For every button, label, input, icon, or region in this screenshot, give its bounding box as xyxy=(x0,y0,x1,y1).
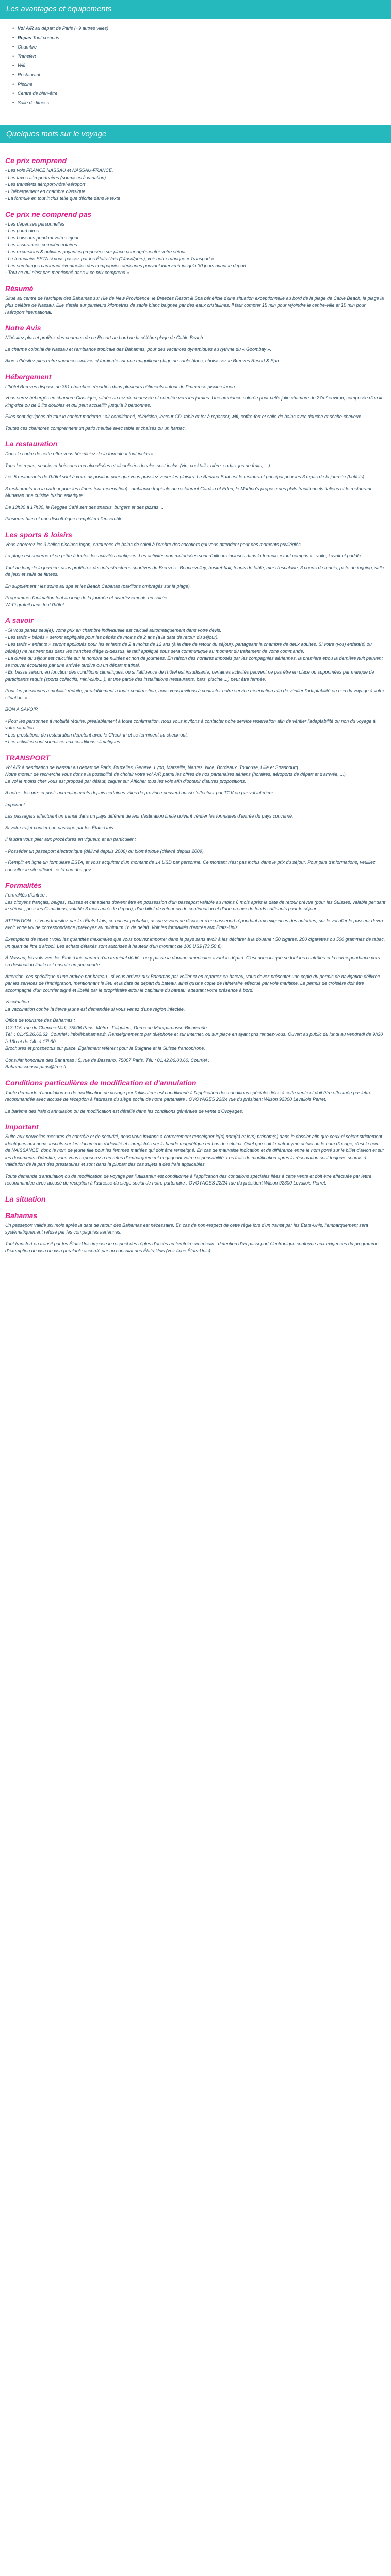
amenity-text: Salle de fitness xyxy=(18,100,50,105)
section-paragraph: Il faudra vous plier aux procédures en vigueur, et en particulier : xyxy=(5,837,136,842)
info-content xyxy=(0,143,391,1270)
section xyxy=(5,1194,386,1204)
section-title: TRANSPORT xyxy=(5,753,50,762)
section-title: La situation xyxy=(5,1194,46,1203)
amenity-item xyxy=(12,70,391,79)
amenities-title: Les avantages et équipements xyxy=(0,0,391,19)
section-paragraph: A noter : les pré- et post- acheminements depuis certaines villes de province peuvent aussi s'effectuer par TGV ou par vol intérieur. xyxy=(5,790,274,795)
amenity-text: Piscine xyxy=(18,82,33,87)
section-title: Notre Avis xyxy=(5,324,41,332)
amenity-text: au départ de Paris (+9 autres villes) xyxy=(34,26,109,31)
section xyxy=(5,284,386,316)
section-paragraph: Plusieurs bars et une discothèque complètent l'ensemble. xyxy=(5,516,124,521)
section-paragraph: La plage est superbe et se prête à toutes les activités nautiques. Les activités non motorisées sont d'ailleurs incluses dans la formule « tout compris » : voile, kayak et paddle. xyxy=(5,553,363,558)
section-paragraph: - Les vols FRANCE NASSAU et NASSAU-FRANCE, - Les taxes aéroportuaires (soumises à variation) - Les transferts aéroport-hôtel-aéroport - L'hébergement en chambre classique - La formule en tout inclus telle que décrite dans le texte xyxy=(5,168,121,201)
amenity-item xyxy=(12,79,391,89)
amenity-item xyxy=(12,24,391,33)
section-paragraph: Suite aux nouvelles mesures de contrôle et de sécurité, nous vous invitons à correctement renseigner le(s) nom(s) et le(s) prénom(s) dans le dossier afin que ceux-ci soient strictement identiques aux noms inscrits sur les documents d'identité et enregistrés sur la bande magnétique en bas de celui-ci. Quel que soit le patronyme actuel ou le nom d'usage, c'est le nom de NAISSANCE, donc le nom de jeune fille pour les femmes mariées qui doit être renseigné. En cas de mauvaise indication et de différence entre le nom porté sur le billet d'avion et sur les documents d'identité, vous vous exposerez à un refus d'embarquement engageant votre responsabilité. Les frais de modification après la réservation sont toujours soumis à validation de la part des prestataires et sont dans la plupart des cas sujets à des frais applicables. xyxy=(5,1134,384,1167)
amenity-text: Tout compris xyxy=(31,35,59,40)
section-title: Les sports & loisirs xyxy=(5,530,72,539)
section-paragraph: 3 restaurants « à la carte » pour les dîners (sur réservation) : ambiance tropicale au restaurant Garden of Eden, le Martino's propose des plats traditionnels italiens et le restaurant Munasan une cuisine fusion asiatique. xyxy=(5,486,372,498)
section-paragraph: Pour les personnes à mobilité réduite, préalablement à toute confirmation, nous vous invitons à contacter notre service réservation afin de vérifier l'adaptabilité ou non du voyage à votre situation. » xyxy=(5,688,384,700)
section xyxy=(5,881,386,1071)
section-paragraph: Les passagers effectuant un transit dans un pays différent de leur destination finale doivent vérifier les formalités d'entrée du pays concerné. xyxy=(5,813,294,819)
section-paragraph: ATTENTION : si vous transitez par les États-Unis, ce qui est probable, assurez-vous de disposer d'un passeport répondant aux exigences des autorités, sur le vol aller le passeur devra avoir votre vol de correspondance (prévoyez au minimum 1h de délai). Voir les formalités d'entrée aux États-Unis. xyxy=(5,918,383,930)
section-paragraph: - Remplir en ligne un formulaire ESTA, et vous acquitter d'un montant de 14 USD par personne. Ce montant n'est pas inclus dans le prix du séjour. Pour plus d'informations, veuillez consulter le site officiel : esta.cbp.dhs.gov. xyxy=(5,860,376,872)
section-paragraph: Alors n'hésitez plus entre vacances actives et farniente sur une magnifique plage de sable blanc, choisissez le Breezes Resort & Spa. xyxy=(5,358,281,363)
section xyxy=(5,372,386,433)
section-paragraph: L'hôtel Breezes dispose de 391 chambres réparties dans plusieurs bâtiments autour de l'immense piscine lagon. xyxy=(5,383,236,389)
section-paragraph: Tout transfert ou transit par les États-Unis impose le respect des règles d'accès au territoire américain : détention d'un passeport électronique conforme aux exigences du programme d'exemption de visa ou visa préalable accordé par un consulat des États-Unis (voir fiche États-Unis). xyxy=(5,1241,379,1253)
section-paragraph: Situé au centre de l'archipel des Bahamas sur l'île de New Providence, le Breezes Resort & Spa bénéficie d'une situation exceptionnelle au bord de la plage de Cable Beach, la plage la plus célèbre de Nassau. Elle s'étale sur plusieurs kilomètres de sable blanc baignée par des eaux cristallines. Il faut compter 15 min pour rejoindre le centre-ville et 10 min pour l'aéroport international. xyxy=(5,295,384,315)
section-paragraph: Toute demande d'annulation ou de modification de voyage par l'utilisateur est conditionné à l'application des conditions spéciales liées à cette vente et doit être effectuée par lettre recommandée avec accusé de réception à l'adresse du siège social de notre partenaire : OVOYAGES 22/24 rue du président Wilson 92300 Levallois Perret. xyxy=(5,1090,372,1102)
page xyxy=(0,0,391,1270)
section-paragraph: Tous les repas, snacks et boissons non alcoolisées et alcoolisées locales sont inclus (vin, cocktails, bière, sodas, jus de fruits, ...) xyxy=(5,462,270,468)
section-paragraph: Office de tourisme des Bahamas : 113-115, rue du Cherche-Midi, 75006 Paris. Métro : Falguière, Duroc ou Montparnasse-Bienvenüe. Tél. : 01.45.26.62.62. Courriel : info@bahamas.fr. Renseignements par téléphone et sur Internet, ou sur place en ayant pris rendez-vous. Ouvert au public du lundi au vendredi de 9h30 à 13h et de 14h à 17h30. Brochures et prospectus sur place. Également référent pour la Bulgarie et la Suisse francophone. xyxy=(5,1018,383,1051)
section-paragraph: Vaccination La vaccination contre la fièvre jaune est demandée si vous venez d'une région infectée. xyxy=(5,999,185,1012)
section xyxy=(5,530,386,609)
amenity-item xyxy=(12,42,391,52)
section-paragraph: Consulat honoraire des Bahamas : 5, rue de Bassano, 75007 Paris. Tél. : 01.42.86.03.60. Courriel : Bahamasconsul.paris@free.fr. xyxy=(5,1057,210,1069)
section xyxy=(5,753,386,874)
section-paragraph: Exemptions de taxes : voici les quantités maximales que vous pouvez importer dans le pays sans avoir à les déclarer à la douane : 50 cigares, 200 cigarettes ou 500 grammes de tabac, un quart de litre d'alcool. Les achats détaxés sont autorisés à hauteur d'un montant de 100 US$ (73,50 €). xyxy=(5,936,385,949)
amenity-item xyxy=(12,33,391,42)
section-title: Résumé xyxy=(5,284,34,293)
section-paragraph: Vous serez hébergés en chambre Classique, située au rez-de-chaussée et orientée vers les jardins. Une ambiance colorée pour cette jolie chambre de 27m² environ, composée d'un lit king-size ou de 2 lits doubles et qui peut accueillir jusqu'à 3 personnes. xyxy=(5,395,383,408)
amenity-text: Centre de bien-être xyxy=(18,91,58,96)
section-paragraph: N'hésitez plus et profitez des charmes de ce Resort au bord de la célèbre plage de Cable Beach. xyxy=(5,335,204,340)
section-paragraph: Toutes ces chambres comprennent un patio meublé avec table et chaises ou un hamac. xyxy=(5,425,186,431)
amenity-item xyxy=(12,52,391,61)
section-paragraph: Les 5 restaurants de l'hôtel sont à votre disposition pour que vous puissiez varier les plaisirs. Le Banana Boat est le restaurant principal pour les 3 repas de la journée (buffets). xyxy=(5,474,366,479)
amenity-item xyxy=(12,61,391,70)
section xyxy=(5,156,386,202)
section xyxy=(5,1078,386,1115)
section-paragraph: Le charme colonial de Nassau et l'ambiance tropicale des Bahamas, pour des vacances dynamiques au rythme du « Goombay ». xyxy=(5,346,272,352)
section-title: La restauration xyxy=(5,440,58,448)
section-paragraph: Le barème des frais d'annulation ou de modification est détaillé dans les conditions générales de vente d'Ovoyages. xyxy=(5,1108,243,1114)
section-paragraph: À Nassau, les vols vers les États-Unis partent d'un terminal dédié : on y passe la douane américaine avant le départ. C'est donc ici que se font les contrôles et la correspondance vers sa destination finale est ensuite un peu courte. xyxy=(5,955,380,967)
section-paragraph: Programme d'animation tout au long de la journée et divertissements en soirée. Wi-Fi gratuit dans tout l'hôtel xyxy=(5,595,169,607)
amenity-text: Restaurant xyxy=(18,72,41,77)
section xyxy=(5,1211,386,1255)
section-paragraph: - Posséder un passeport électronique (délivré depuis 2006) ou biométrique (délivré depuis 2009) xyxy=(5,848,204,854)
section-paragraph: BON A SAVOIR xyxy=(5,707,38,712)
section-title: Ce prix ne comprend pas xyxy=(5,210,92,218)
section-paragraph: • Pour les personnes à mobilité réduite, préalablement à toute confirmation, nous vous invitons à contacter notre service réservation afin de vérifier l'adaptabilité ou non du voyage à votre situation. • Les prestations de restauration débutent avec le Check-in et se terminent au check-out. • Les activités sont soumises aux conditions climatiques xyxy=(5,718,376,744)
section-title: Important xyxy=(5,1123,39,1131)
amenities-list xyxy=(0,19,391,115)
section xyxy=(5,1122,386,1187)
section-paragraph: Toute demande d'annulation ou de modification de voyage par l'utilisateur est conditionné à l'application des conditions spéciales liées à cette vente et doit être effectuée par lettre recommandée avec accusé de réception à l'adresse du siège social de notre partenaire : OVOYAGES 22/24 rue du président Wilson 92300 Levallois Perret. xyxy=(5,1173,372,1186)
section-paragraph: Dans le cadre de cette offre vous bénéficiez de la formule « tout inclus » : xyxy=(5,451,156,456)
section-paragraph: - Si vous partez seul(e), votre prix en chambre individuelle est calculé automatiquement dans votre devis. - Les tarifs « bébés » seront appliqués pour les bébés de moins de 2 ans (à la date de retour du séjour). - Les tarifs « enfants » seront appliqués pour les enfants de 2 à moins de 12 ans (à la date de retour du séjour), partageant la chambre de deux adultes. Si votre (vos) enfant(s) ou bébé(s) ne rentrent pas dans les tranches d'âge ci-dessus, le tarif appliqué sous sera communiqué au moment du traitement de votre commande. - La durée du séjour est calculée sur le nombre de nuitées et non de journées. En raison des horaires imposés par les compagnies aériennes, la première et/ou la dernière nuit peuvent se trouver écourtées par une arrivée tardive ou un départ matinal. - En basse saison, en fonction des conditions climatiques, ou si l'affluence de l'hôtel est insuffisante, certaines activités peuvent ne pas être en place ou supprimées par manque de participants requis (sports collectifs, mini-club,...), et une partie des installations (restaurants, bars, piscine,...) peut être fermée. xyxy=(5,628,383,682)
section-paragraph: Elles sont équipées de tout le confort moderne : air conditionné, télévision, lecteur CD, table et fer à repasser, wifi, coffre-fort et salle de bains avec douche et sèche-cheveux. xyxy=(5,414,362,419)
section-paragraph: En supplément : les soins au spa et les Beach Cabanas (pavillons ombragés sur la plage). xyxy=(5,583,191,589)
section-paragraph: Un passeport valide six mois après la date de retour des Bahamas est nécessaire. En cas de non-respect de cette règle lors d'un transit par les États-Unis, l'embarquement sera systématiquement refusé par les compagnies aériennes. xyxy=(5,1222,368,1235)
section-title: A savoir xyxy=(5,616,34,625)
section-paragraph: Vol A/R à destination de Nassau au départ de Paris, Bruxelles, Genève, Lyon, Marseille, Nantes, Nice, Bordeaux, Toulouse, Lille et Strasbourg. Notre moteur de recherche vous donne la possibilité de choisir votre vol A/R parmi les offres de nos partenaires aériens (horaires, aéroports de départ et d'arrivée, ...). Le vol le moins cher vous est proposé par défaut, cliquer sur Afficher tous les vols afin d'obtenir d'autres propositions. xyxy=(5,764,347,784)
amenity-strong: Repas xyxy=(18,35,32,40)
section-paragraph: Formalités d'entrée : Les citoyens français, belges, suisses et canadiens doivent être en possession d'un passeport valable au moins 6 mois après la date de retour prévue (pour les Suisses, valable pendant le séjour ; pour les Canadiens, valable 3 mois après le départ), d'un billet de retour ou de continuation et d'une preuve de fonds suffisants pour le séjour. xyxy=(5,892,386,911)
section xyxy=(5,210,386,277)
section-paragraph: Vous adorerez les 3 belles piscines lagon, entourées de bains de soleil à l'ombre des cocotiers qui vous attendent pour des moments privilégiés. xyxy=(5,541,302,547)
info-title: Quelques mots sur le voyage xyxy=(0,125,391,143)
amenity-item xyxy=(12,98,391,107)
section xyxy=(5,439,386,523)
section-title: Hébergement xyxy=(5,372,52,381)
section-paragraph: Attention, ces spécifique d'une arrivée par bateau : si vous arrivez aux Bahamas par voilier et en repartez en bateau, vous devez présenter une copie du permis de navigation délivrée par les services de l'immigration, mentionnant le lieu et la date de départ du bateau, ainsi qu'une copie de l'itinéraire effectué par voie maritime. Le permis de croisière doit être accompagné d'un courrier signé et libellé par le propriétaire et/ou le capitaine du bateau, attestant votre présence à bord. xyxy=(5,973,380,993)
section-paragraph: De 13h30 à 17h30, le Reggae Café sert des snacks, burgers et des pizzas ... xyxy=(5,504,164,510)
section-title: Formalités xyxy=(5,881,42,889)
section-title: Bahamas xyxy=(5,1211,38,1220)
spacer xyxy=(0,115,391,125)
amenity-item xyxy=(12,89,391,98)
section-paragraph: Si votre trajet contient un passage par les États-Unis. xyxy=(5,825,115,830)
section xyxy=(5,323,386,365)
amenity-strong: Vol A/R xyxy=(18,26,34,31)
section-title: Ce prix comprend xyxy=(5,156,67,165)
amenity-text: Wifi xyxy=(18,63,25,68)
section-paragraph: Important xyxy=(5,802,25,807)
section-title: Conditions particulières de modification et d'annulation xyxy=(5,1078,197,1087)
amenity-text: Chambre xyxy=(18,44,37,50)
section xyxy=(5,616,386,746)
amenity-text: Transfert xyxy=(18,54,36,59)
section-paragraph: Tout au long de la journée, vous profiterez des infrastructures sportives du Breezes : Beach-volley, basket-ball, tennis de table, mur d'escalade, 3 courts de tennis, piste de jogging, salle de jeux et salle de fitness. xyxy=(5,565,384,577)
section-paragraph: - Les dépenses personnelles - Les pourboires - Les boissons pendant votre séjour - Les assurances complémentaires - Les excursions & activités payantes proposées sur place pour agrémenter votre séjour - Le formulaire ESTA si vous passez par les États-Unis (14usd/pers), voir notre rubrique « Transport » - Les surcharges carburant éventuelles des compagnies aériennes pouvant intervenir jusqu'à 30 jours avant le départ. - Tout ce qui n'est pas mentionné dans « ce prix comprend » xyxy=(5,221,248,275)
